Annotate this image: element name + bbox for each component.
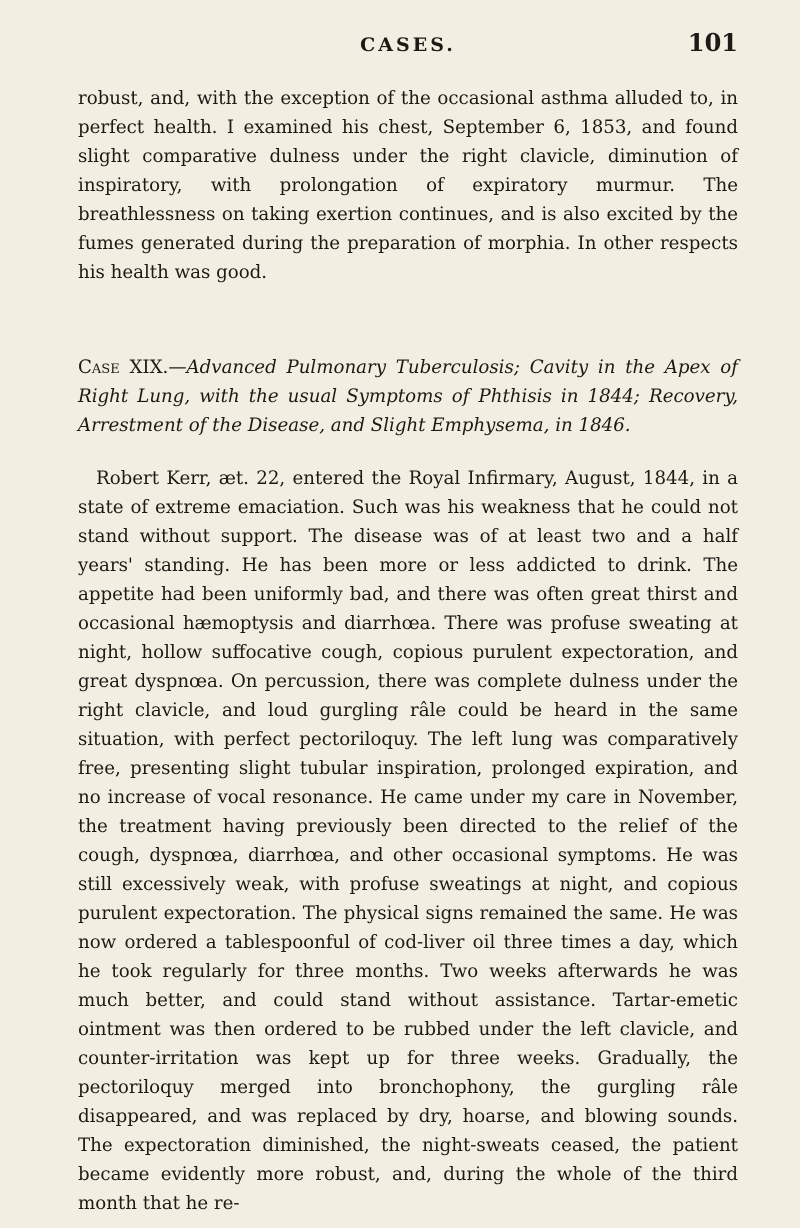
case-body-paragraph: Robert Kerr, æt. 22, entered the Royal Infirmary, August, 1844, in a state of extreme emaciation. Such was his weakness that he could not stand without support. The disease was of at least two and a half years' standing. He has been more or less addicted to drink. The appetite had been uniformly bad, and there was often great thirst and occasional hæmoptysis and diarrhœa. There was profuse sweating at night, hollow suffocative cough, copious purulent expectoration, and great dyspnœa. On percussion, there was complete dulness under the right clavicle, and loud gurgling râle could be heard in the same situation, with perfect pectoriloquy. The left lung was comparatively free, presenting slight tubular inspiration, prolonged expiration, and no increase of vocal resonance. He came under my care in November, the treatment having previously been directed to the relief of the cough, dyspnœa, diarrhœa, and other occasional symptoms. He was still excessively weak, with profuse sweatings at night, and copious purulent expectoration. The physical signs remained the same. He was now ordered a tablespoonful of cod-liver oil three times a day, which he took regularly for three months. Two weeks afterwards he was much better, and could stand without assistance. Tartar-emetic ointment was then ordered to be rubbed under the left clavicle, and counter-irritation was kept up for three weeks. Gradually, the pectoriloquy merged into bronchophony, the gurgling râle disappeared, and was replaced by dry, hoarse, and blowing sounds. The expectoration diminished, the night-sweats ceased, the patient became evidently more robust, and, during the whole of the third month that he re- [78,468,738,1214]
running-head [78,28,738,58]
case-heading [78,353,738,440]
case-label: Case XIX. [78,357,169,378]
body-paragraph-continued: robust, and, with the exception of the occasional asthma alluded to, in perfect health. I examined his chest, September 6, 1853, and found slight comparative dulness under the right clavicle, diminution of inspiratory, with prolongation of expiratory murmur. The breathlessness on taking exertion continues, and is also excited by the fumes generated during the preparation of morphia. In other respects his health was good. [78,88,738,283]
page-number: 101 [687,28,738,57]
running-title: CASES. [360,34,456,56]
case-title: —Advanced Pulmonary Tuberculosis; Cavity in the Apex of Right Lung, with the usual Symptoms of Phthisis in 1844; Recovery, Arrestment of the Disease, and Slight Emphysema, in 1846. [78,357,738,436]
